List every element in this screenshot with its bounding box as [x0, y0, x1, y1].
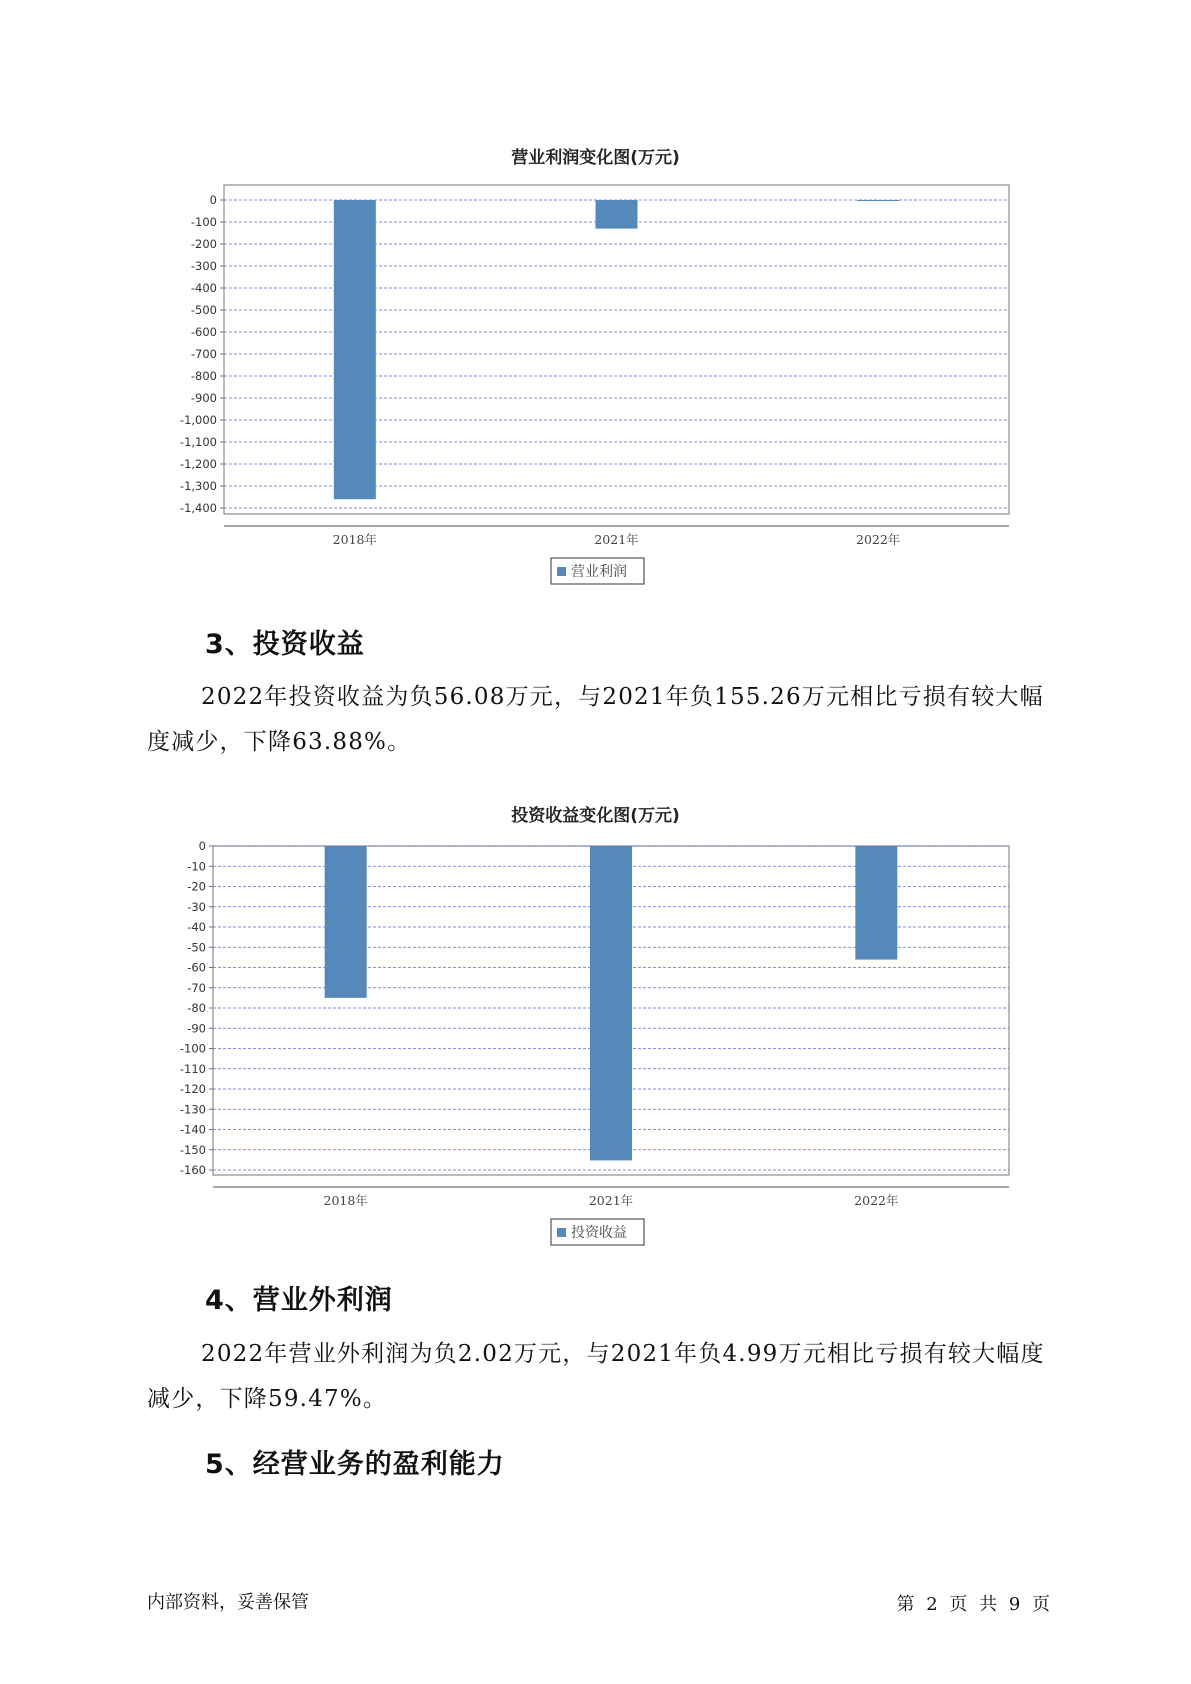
chart-2-title: 投资收益变化图(万元)	[511, 806, 680, 826]
y-tick-label: -20	[187, 879, 206, 894]
x-category-label: 2022年	[856, 532, 901, 547]
y-tick-label: -160	[179, 1163, 206, 1177]
y-tick-label: -120	[179, 1082, 206, 1096]
y-tick-label: -150	[179, 1142, 206, 1157]
x-category-label: 2022年	[854, 1193, 899, 1208]
footer-page-number: 第 2 页 共 9 页	[896, 1594, 1053, 1615]
y-tick-label: -140	[179, 1122, 206, 1137]
x-category-label: 2018年	[332, 532, 377, 547]
chart-1-title: 营业利润变化图(万元)	[511, 148, 680, 168]
y-tick-label: -1,200	[179, 457, 217, 471]
y-tick-label: -30	[187, 899, 206, 914]
y-tick-label: -700	[190, 347, 217, 361]
legend-swatch	[557, 1228, 566, 1237]
legend-label: 营业利润	[571, 564, 627, 580]
x-category-label: 2021年	[594, 532, 639, 547]
y-tick-label: 0	[209, 193, 217, 207]
legend-label: 投资收益	[571, 1225, 627, 1241]
bar-2022年	[855, 846, 897, 960]
y-tick-label: -1,100	[179, 435, 217, 449]
y-tick-label: -100	[179, 1041, 206, 1056]
y-tick-label: -70	[187, 980, 206, 995]
section-3-heading: 3、投资收益	[205, 629, 365, 660]
y-tick-label: -40	[187, 920, 206, 934]
y-tick-label: -900	[190, 391, 217, 405]
y-tick-label: -500	[190, 303, 217, 317]
y-tick-label: 0	[198, 839, 206, 853]
footer-confidential-note: 内部资料，妥善保管	[147, 1592, 309, 1613]
x-category-label: 2018年	[323, 1193, 368, 1208]
section-4-paragraph: 2022年营业外利润为负2.02万元，与2021年负4.99万元相比亏损有较大幅度减少，下降59.47%。	[147, 1341, 1045, 1412]
y-tick-label: -110	[179, 1061, 206, 1076]
y-tick-label: -130	[179, 1102, 206, 1117]
y-tick-label: -1,400	[179, 501, 217, 515]
y-tick-label: -1,000	[179, 413, 217, 427]
x-category-label: 2021年	[588, 1193, 634, 1208]
y-tick-label: -800	[190, 369, 217, 383]
bar-2018年	[325, 846, 367, 998]
y-tick-label: -90	[187, 1021, 206, 1036]
section-4-heading: 4、营业外利润	[205, 1285, 393, 1316]
bar-2021年	[590, 846, 632, 1160]
y-tick-label: -200	[190, 237, 217, 251]
y-tick-label: -100	[190, 215, 217, 229]
y-tick-label: -10	[187, 859, 206, 874]
y-tick-label: -50	[187, 940, 206, 955]
legend	[551, 1219, 644, 1245]
y-tick-label: -80	[187, 1001, 206, 1015]
y-tick-label: -300	[190, 259, 217, 273]
y-tick-label: -400	[190, 281, 217, 295]
section-3-paragraph: 2022年投资收益为负56.08万元，与2021年负155.26万元相比亏损有较大幅度减少，下降63.88%。	[147, 684, 1044, 755]
y-tick-label: -600	[190, 325, 217, 339]
y-tick-label: -1,300	[179, 479, 217, 493]
y-tick-label: -60	[187, 960, 206, 975]
section-5-heading: 5、经营业务的盈利能力	[205, 1449, 505, 1480]
